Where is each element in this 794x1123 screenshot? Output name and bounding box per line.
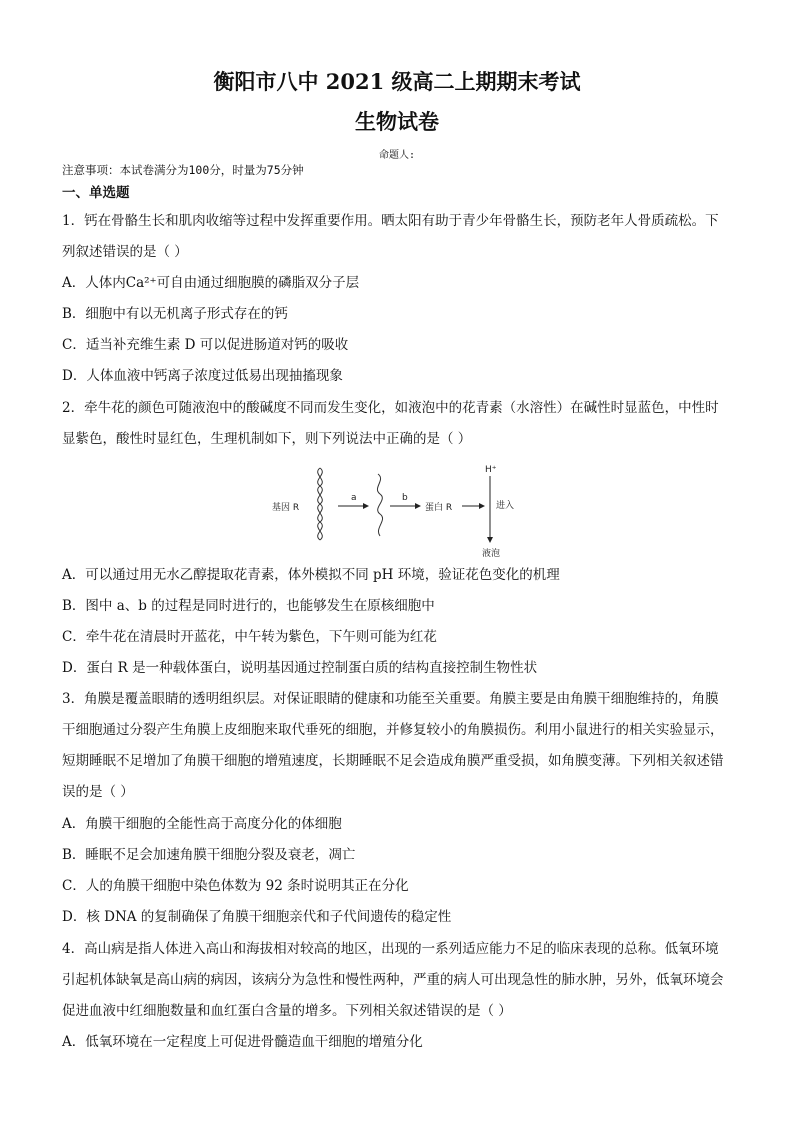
q3-stem-line-2: 干细胞通过分裂产生角膜上皮细胞来取代垂死的细胞，并修复较小的角膜损伤。利用小鼠进行的相关实验显示， [62, 722, 724, 738]
enter-label: 进入 [496, 501, 515, 511]
q4-option-a: A．低氧环境在一定程度上可促进骨髓造血干细胞的增殖分化 [62, 1034, 423, 1050]
section-heading: 一、单选题 [62, 185, 130, 201]
q3-option-d: D．核 DNA 的复制确保了角膜干细胞亲代和子代间遗传的稳定性 [62, 909, 452, 925]
q2-option-a: A．可以通过用无水乙醇提取花青素，体外模拟不同 pH 环境，验证花色变化的机理 [62, 567, 560, 583]
q1-option-b: B．细胞中有以无机离子形式存在的钙 [62, 306, 288, 322]
q3-stem-line-1: 3．角膜是覆盖眼睛的透明组织层。对保证眼睛的健康和功能至关重要。角膜主要是由角膜干细胞维持的，角膜 [62, 691, 719, 707]
q4-stem-line-1: 4．高山病是指人体进入高山和海拔相对较高的地区，出现的一系列适应能力不足的临床表现的总称。低氧环境 [62, 941, 719, 957]
hydrogen-ion-label: H⁺ [485, 465, 497, 475]
mrna-strand [377, 474, 382, 536]
q3-option-a: A．角膜干细胞的全能性高于高度分化的体细胞 [62, 816, 342, 832]
q2-stem-line-1: 2．牵牛花的颜色可随液泡中的酸碱度不同而发生变化，如液泡中的花青素（水溶性）在碱性时显蓝色，中性时 [62, 400, 719, 416]
q1-option-c: C．适当补充维生素 D 可以促进肠道对钙的吸收 [62, 337, 349, 353]
author-label: 命题人: [378, 150, 416, 161]
q3-option-b: B．睡眠不足会加速角膜干细胞分裂及衰老，凋亡 [62, 847, 356, 863]
q3-stem-line-3: 短期睡眠不足增加了角膜干细胞的增殖速度，长期睡眠不足会造成角膜严重受损，如角膜变薄。下列相关叙述错 [62, 753, 724, 769]
exam-title: 衡阳市八中 2021 级高二上期期末考试 [213, 69, 581, 94]
q1-stem-line-1: 1．钙在骨骼生长和肌肉收缩等过程中发挥重要作用。晒太阳有助于青少年骨骼生长，预防老年人骨质疏松。下 [62, 213, 719, 229]
q4-stem-line-2: 引起机体缺氧是高山病的病因，该病分为急性和慢性两种，严重的病人可出现急性的肺水肿，另外，低氧环境会 [62, 972, 724, 988]
gene-r-label: 基因 R [272, 503, 300, 513]
step-a-label: a [351, 493, 357, 503]
q2-option-c: C．牵牛花在清晨时开蓝花，中午转为紫色，下午则可能为红花 [62, 629, 437, 645]
gene-expression-diagram [270, 460, 530, 560]
q1-option-a: A．人体内Ca²⁺可自由通过细胞膜的磷脂双分子层 [62, 275, 360, 291]
vacuole-label: 液泡 [482, 549, 501, 559]
exam-notice: 注意事项：本试卷满分为100分，时量为75分钟 [62, 163, 304, 177]
q1-stem-line-2: 列叙述错误的是（ ） [62, 244, 188, 260]
q4-stem-line-3: 促进血液中红细胞数量和血红蛋白含量的增多。下列相关叙述错误的是（ ） [62, 1003, 512, 1019]
q3-stem-line-4: 误的是（ ） [62, 784, 134, 800]
q2-stem-line-2: 显紫色，酸性时显红色，生理机制如下，则下列说法中正确的是（ ） [62, 431, 472, 447]
step-b-label: b [402, 493, 408, 503]
exam-subject: 生物试卷 [355, 109, 439, 134]
q1-option-d: D．人体血液中钙离子浓度过低易出现抽搐现象 [62, 368, 343, 384]
q2-option-b: B．图中 a、b 的过程是同时进行的，也能够发生在原核细胞中 [62, 598, 435, 614]
q2-option-d: D．蛋白 R 是一种载体蛋白，说明基因通过控制蛋白质的结构直接控制生物性状 [62, 660, 538, 676]
q3-option-c: C．人的角膜干细胞中染色体数为 92 条时说明其正在分化 [62, 878, 409, 894]
protein-r-label: 蛋白 R [425, 503, 453, 513]
